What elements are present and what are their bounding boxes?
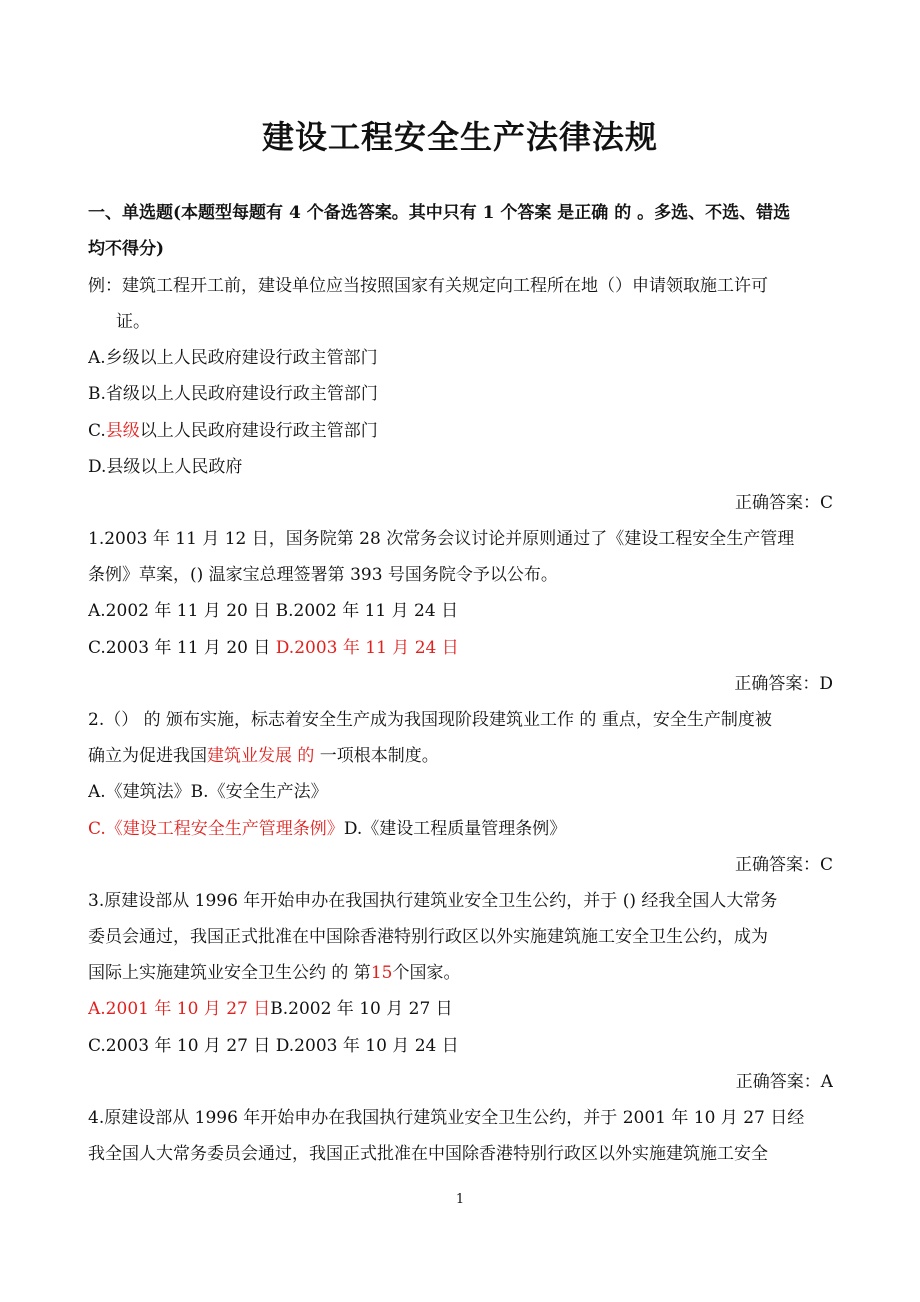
q2-options-cd [88,818,833,840]
q2-option-d: D.《建设工程质量管理条例》 [343,819,567,839]
q3-option-a: A.2001 年 10 月 27 日 [88,999,271,1019]
q2-line2-prefix: 确立为促进我国 [88,746,207,766]
example-option-b: B.省级以上人民政府建设行政主管部门 [88,384,378,404]
q3-options-cd: C.2003 年 10 月 27 日 D.2003 年 10 月 24 日 [88,1036,459,1056]
q2-answer: 正确答案：C [734,855,833,875]
q1-option-c: C.2003 年 11 月 20 日 [88,638,276,658]
q3-line3-highlight: 15 [370,963,393,983]
example-answer: 正确答案：C [734,493,833,513]
example-option-a: A.乡级以上人民政府建设行政主管部门 [88,348,378,368]
q4-line2: 我全国人大常务委员会通过，我国正式批准在中国除香港特别行政区以外实施建筑施工安全 [88,1144,768,1164]
q3-line1: 3.原建设部从 1996 年开始申办在我国执行建筑业安全卫生公约，并于 () 经我全国人大常务 [88,891,778,911]
q3-option-b: B.2002 年 10 月 27 日 [270,999,453,1019]
example-question-line2: 证。 [116,312,150,332]
example-option-c-prefix: C. [88,421,106,441]
q4-line1: 4.原建设部从 1996 年开始申办在我国执行建筑业安全卫生公约，并于 2001 年 10 月 27 日经 [88,1108,805,1128]
page-number: 1 [455,1192,465,1207]
q3-line2: 委员会通过，我国正式批准在中国除香港特别行政区以外实施建筑施工安全卫生公约，成为 [88,927,768,947]
q2-line2-rest: 一项根本制度。 [314,746,439,766]
q3-line3 [88,962,833,984]
example-option-c-highlight: 县级 [105,421,140,441]
q2-line2-highlight: 建筑业发展 的 [207,746,315,766]
q1-options-ab: A.2002 年 11 月 20 日 B.2002 年 11 月 24 日 [88,601,459,621]
section-heading-line2: 均不得分) [88,239,165,259]
q3-line3-prefix: 国际上实施建筑业安全卫生公约 的 第 [88,963,371,983]
q3-options-ab [88,998,833,1020]
q3-answer: 正确答案：A [735,1072,833,1092]
example-option-c [88,420,833,442]
q1-answer: 正确答案：D [734,674,833,694]
example-option-c-rest: 以上人民政府建设行政主管部门 [139,421,378,441]
q1-line2: 条例》草案，() 温家宝总理签署第 393 号国务院令予以公布。 [88,565,558,585]
q2-option-c: C.《建设工程安全生产管理条例》 [88,819,344,839]
q2-line2 [88,745,833,767]
q3-line3-rest: 个国家。 [392,963,461,983]
q2-options-ab: A.《建筑法》B.《安全生产法》 [88,782,328,802]
document-title: 建设工程安全生产法律法规 [261,118,658,156]
q1-options-cd [88,637,833,659]
q2-line1: 2.（） 的 颁布实施，标志着安全生产成为我国现阶段建筑业工作 的 重点，安全生产制度被 [88,710,772,730]
q1-option-d: D.2003 年 11 月 24 日 [275,638,459,658]
q1-line1: 1.2003 年 11 月 12 日，国务院第 28 次常务会议讨论并原则通过了《建设工程安全生产管理 [88,529,795,549]
section-heading-line1: 一、单选题(本题型每题有 4 个备选答案。其中只有 1 个答案 是正确 的 。多选、不选、错选 [88,203,791,223]
example-option-d: D.县级以上人民政府 [88,457,243,477]
example-question-line1: 例：建筑工程开工前，建设单位应当按照国家有关规定向工程所在地（）申请领取施工许可 [88,276,768,296]
